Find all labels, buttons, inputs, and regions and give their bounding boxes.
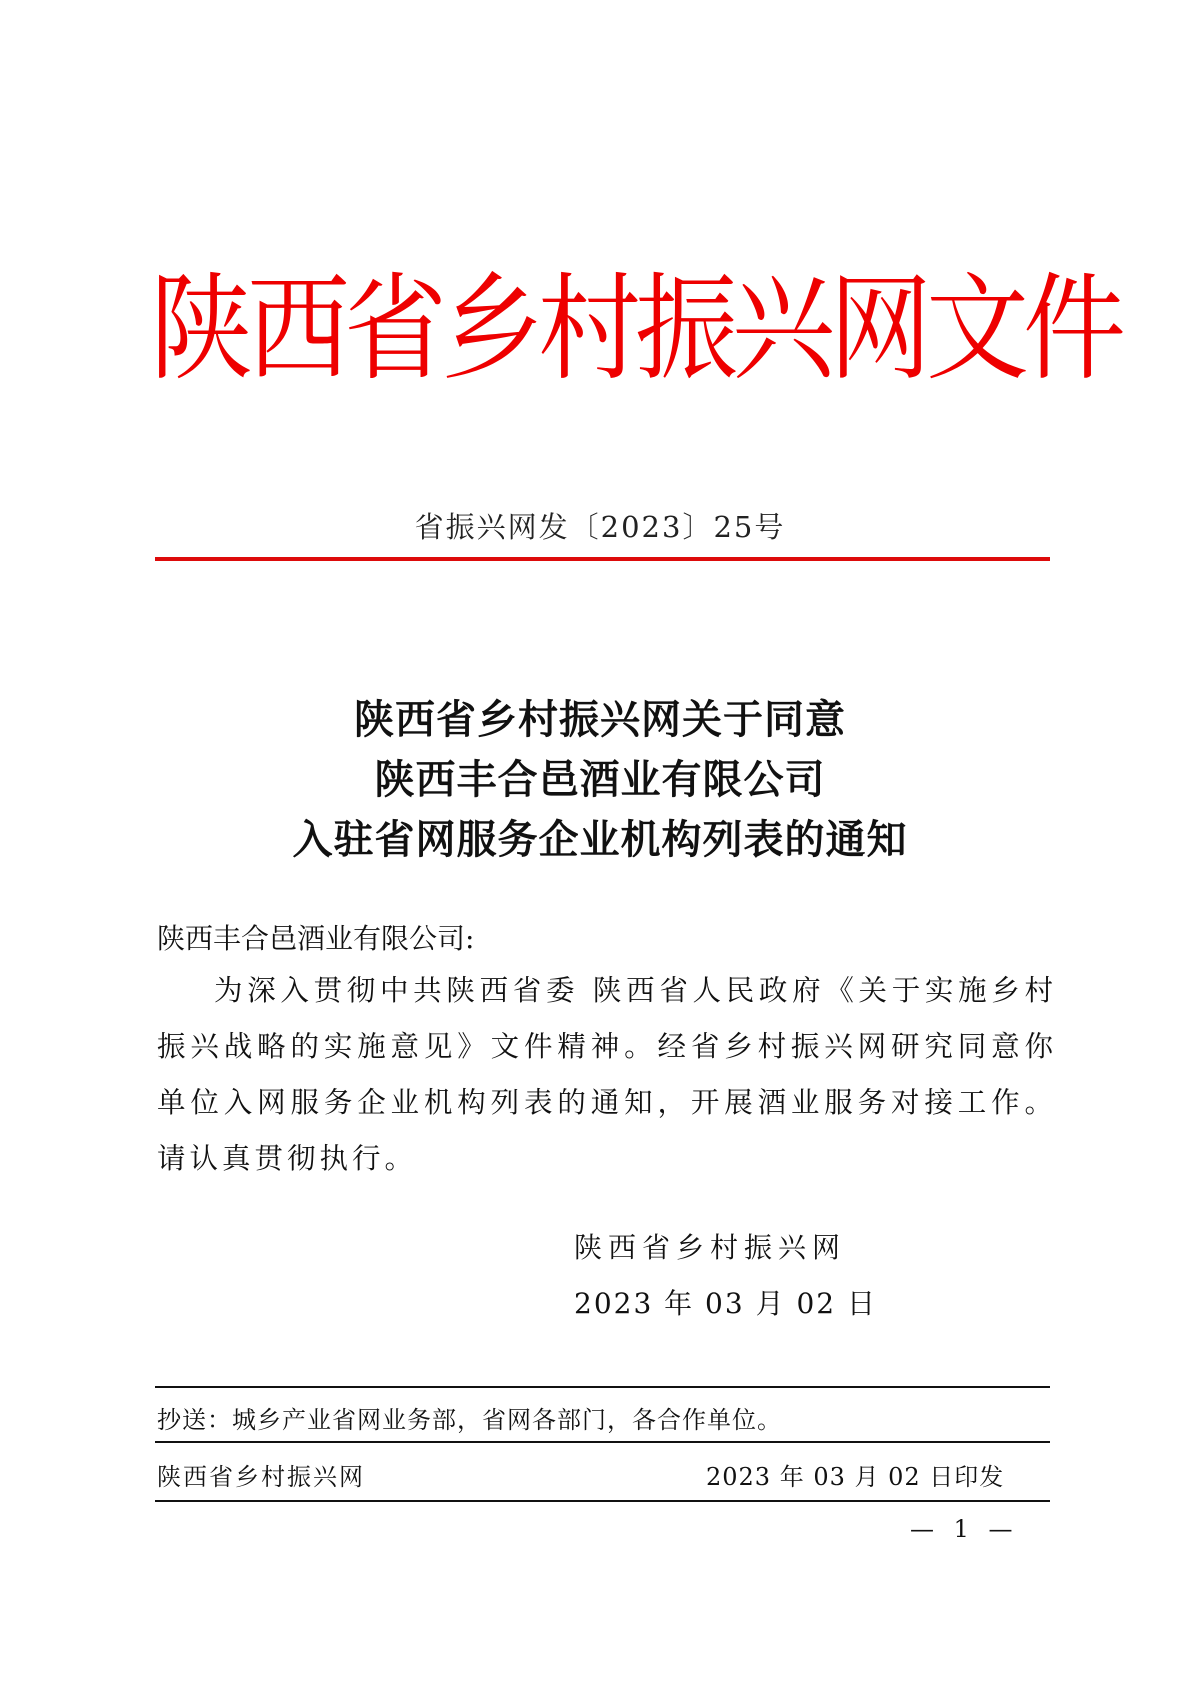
- headline-line-2: 陕西丰合邑酒业有限公司: [374, 756, 826, 803]
- signature-date: 2023 年 03 月 02 日: [574, 1287, 878, 1320]
- footer-rule-top: [155, 1386, 1050, 1388]
- page-number: — 1 —: [910, 1515, 1019, 1543]
- red-letterhead-title: 陕西省乡村振兴网文件: [150, 262, 1120, 397]
- body-paragraph: 为深入贯彻中共陕西省委 陕西省人民政府《关于实施乡村振兴战略的实施意见》文件精神。经省乡村振兴网研究同意你单位入网服务企业机构列表的通知，开展酒业服务对接工作。请认真贯彻执行。: [157, 974, 1057, 1175]
- cc-line: 抄送：城乡产业省网业务部，省网各部门，各合作单位。: [157, 1406, 782, 1434]
- footer-issuer: 陕西省乡村振兴网: [157, 1463, 365, 1491]
- document-number: 省振兴网发〔2023〕25号: [414, 510, 786, 544]
- headline-line-3: 入驻省网服务企业机构列表的通知: [292, 816, 908, 863]
- footer-rule-bottom: [155, 1500, 1050, 1502]
- signature-organization: 陕西省乡村振兴网: [574, 1231, 847, 1264]
- salutation: 陕西丰合邑酒业有限公司:: [157, 922, 475, 955]
- red-divider: [155, 557, 1050, 561]
- footer-rule-middle: [155, 1441, 1050, 1443]
- headline-line-1: 陕西省乡村振兴网关于同意: [354, 696, 846, 743]
- footer-issue-date: 2023 年 03 月 02 日印发: [706, 1463, 1005, 1491]
